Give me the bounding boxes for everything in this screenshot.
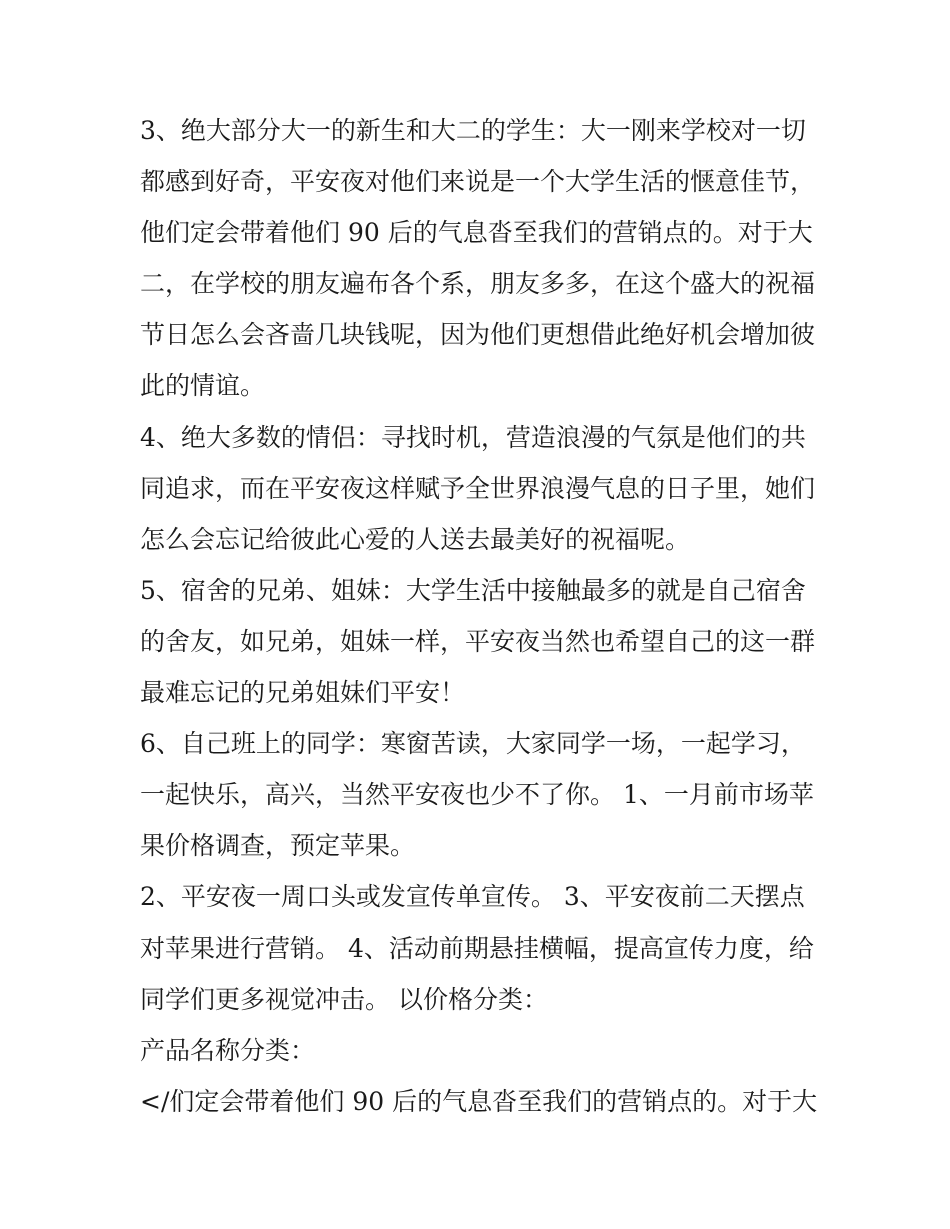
text-line: 4、绝大多数的情侣：寻找时机，营造浪漫的气氛是他们的共 (140, 422, 806, 452)
text-line: 此的情谊。 (140, 371, 266, 401)
text-line: 的舍友，如兄弟，姐妹一样，平安夜当然也希望自己的这一群 (140, 626, 816, 656)
text-line: 3、绝大部分大一的新生和大二的学生：大一刚来学校对一切 (140, 116, 806, 145)
text-line: 节日怎么会吝啬几块钱呢，因为他们更想借此绝好机会增加彼 (140, 320, 816, 350)
text-line: 怎么会忘记给彼此心爱的人送去最美好的祝福呢。 (140, 524, 691, 554)
text-line: 同学们更多视觉冲击。 以价格分类： (140, 984, 548, 1014)
text-line: 都感到好奇，平安夜对他们来说是一个大学生活的惬意佳节， (140, 167, 816, 197)
text-line: 最难忘记的兄弟姐妹们平安！ (140, 678, 466, 708)
text-line: 6、自己班上的同学：寒窗苦读，大家同学一场，一起学习， (140, 729, 806, 759)
text-line: 对苹果进行营销。 4、活动前期悬挂横幅，提高宣传力度，给 (140, 933, 814, 963)
text-line: 二，在学校的朋友遍布各个系，朋友多多，在这个盛大的祝福 (140, 269, 816, 299)
text-line: 同追求，而在平安夜这样赋予全世界浪漫气息的日子里，她们 (140, 473, 816, 503)
text-line: 一起快乐，高兴，当然平安夜也少不了你。 1、一月前市场苹 (140, 780, 814, 810)
text-line: 5、宿舍的兄弟、姐妹：大学生活中接触最多的就是自己宿舍 (140, 575, 806, 605)
text-line: 他们定会带着他们 90 后的气息沓至我们的营销点的。对于大 (140, 218, 813, 248)
text-line: </们定会带着他们 90 后的气息沓至我们的营销点的。对于大 (140, 1086, 818, 1116)
document-body (140, 105, 820, 1127)
text-line: 果价格调查，预定苹果。 (140, 831, 416, 861)
text-line: 产品名称分类： (140, 1035, 316, 1065)
text-line: 2、平安夜一周口头或发宣传单宣传。 3、平安夜前二天摆点 (140, 882, 805, 912)
